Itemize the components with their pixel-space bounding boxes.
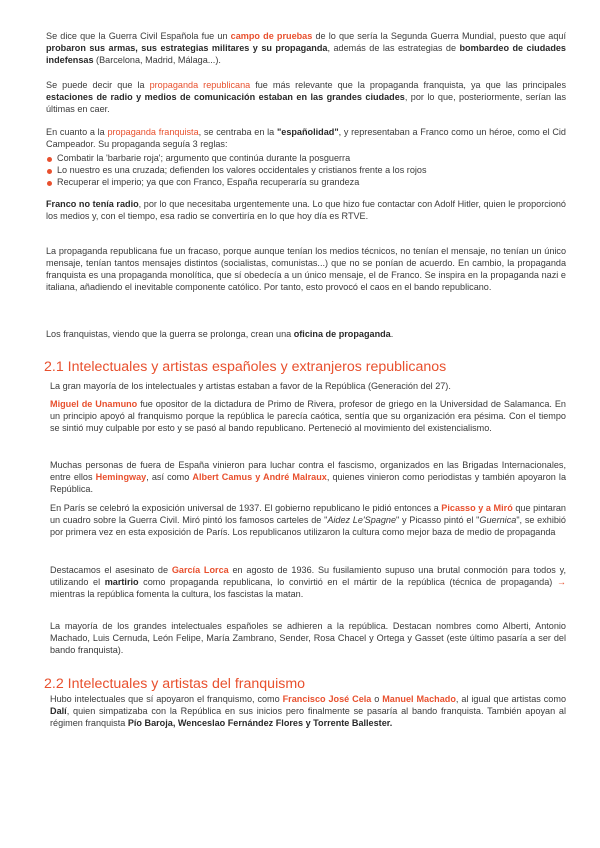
list-item: Lo nuestro es una cruzada; defienden los valores occidentales y cristianos frente a los rojos <box>46 165 566 177</box>
paragraph-republican-propaganda: Se puede decir que la propaganda republicana fue más relevante que la propaganda franquista, ya que las principales estaciones de radio y medios de comunicación estaban en las grandes ciudades, por lo que, posteriormente, serían las últimas en caer. <box>46 80 567 114</box>
highlight-garcia-lorca: García Lorca <box>171 565 229 575</box>
highlight-propaganda-republicana: propaganda republicana <box>149 80 251 90</box>
bullet-icon <box>47 181 52 186</box>
list-item: Recuperar el imperio; ya que con Franco, España recuperaría su grandeza <box>46 177 566 189</box>
paragraph-international-brigades: Muchas personas de fuera de España vinieron para luchar contra el fascismo, organizados en las Brigadas Internacionales, entre ellos Hemingway, así como Albert Camus y André Malraux, quienes vinieron como periodistas y también apoyaron la República. <box>50 460 566 494</box>
highlight-cela: Francisco José Cela <box>282 694 372 704</box>
paragraph-paris-expo: En París se celebró la exposición universal de 1937. El gobierno republicano le pidió entonces a Picasso y a Miró que pintaran un cuadro sobre la Guerra Civil. Miró pintó los famosos carteles de "Aidez Le'Spagne" y Picasso pintó el "Guernica", se exhibió por primera vez en esta exposición de París. Los republicanos utilizaron la cultura como mejor baza de medio de propaganda <box>50 503 566 537</box>
paragraph-propaganda-comparison: La propaganda republicana fue un fracaso, porque aunque tenían los medios técnicos, no tenían el mensaje, no tenían un único mensaje, tenían tantos mensajes distintos (socialistas, comunistas...) que no se ponían de acuerdo. En cambio, la propaganda franquista es una propaganda monolítica, que sí obedecía a un único mensaje, el de Franco. Se inspira en la propaganda nazi e italiana, añadiendo el inevitable componente católico. Por tanto, esto provocó el caos en el bando republicano. <box>46 246 566 292</box>
highlight-manuel-machado: Manuel Machado <box>382 694 456 704</box>
highlight-picasso-miro: Picasso y a Miró <box>441 503 513 513</box>
section-heading-2-2: 2.2 Intelectuales y artistas del franquismo <box>44 676 306 692</box>
paragraph-francoist-intellectuals: Hubo intelectuales que sí apoyaron el franquismo, como Francisco José Cela o Manuel Machado, al igual que artistas como Dalí, quien simpatizaba con la República en sus inicios pero finalmente se pasaría al bando franquista. También apoyan al régimen franquista Pío Baroja, Wenceslao Fernández Flores y Torrente Ballester. <box>50 694 567 728</box>
bullet-icon <box>47 157 52 162</box>
paragraph-generacion-27: La gran mayoría de los intelectuales y artistas estaban a favor de la República (Generación del 27). <box>50 381 451 391</box>
arrow-icon: → <box>556 576 566 587</box>
highlight-propaganda-franquista: propaganda franquista <box>107 127 199 137</box>
paragraph-intellectuals-republic: La mayoría de los grandes intelectuales españoles se adhieren a la república. Destacan nombres como Alberti, Antonio Machado, Luis Cernuda, León Felipe, María Zambrano, Sender, Rosa Chacel y Ortega y Gasset (este último pasaría a ser del bando franquista). <box>50 621 566 655</box>
bullet-icon <box>47 169 52 174</box>
list-item: Combatir la 'barbarie roja'; argumento que continúa durante la posguerra <box>46 153 566 165</box>
paragraph-francoist-propaganda: En cuanto a la propaganda franquista, se centraba en la "españolidad", y representaban a Franco como un héroe, como el Cid Campeador. Su propaganda seguía 3 reglas: <box>46 127 566 149</box>
highlight-camus-malraux: Albert Camus y André Malraux <box>192 471 327 482</box>
paragraph-proving-ground: Se dice que la Guerra Civil Española fue un campo de pruebas de lo que sería la Segunda Guerra Mundial, puesto que aquí probaron sus armas, sus estrategias militares y su propaganda, además de las estrategias de bombardeo de ciudades indefensas (Barcelona, Madrid, Málaga...). <box>46 31 566 65</box>
highlight-hemingway: Hemingway <box>95 471 147 482</box>
highlight-unamuno: Miguel de Unamuno <box>50 399 138 409</box>
paragraph-franco-radio: Franco no tenía radio, por lo que necesitaba urgentemente una. Lo que hizo fue contactar con Adolf Hitler, quien le proporcionó los medios y, con el tiempo, esa radio se convertiría en lo que hoy día es RTVE. <box>46 199 566 221</box>
paragraph-propaganda-office: Los franquistas, viendo que la guerra se prolonga, crean una oficina de propaganda. <box>46 329 394 339</box>
rules-list <box>46 153 566 189</box>
highlight-campo-de-pruebas: campo de pruebas <box>230 31 313 41</box>
paragraph-unamuno: Miguel de Unamuno fue opositor de la dictadura de Primo de Rivera, profesor de griego en la Universidad de Salamanca. En un principio apoyó al franquismo porque la república le parecía caótica, sentía que su organización era pésima. Con el tiempo se sintió muy culpable por esto y se pasó al bando republicano. Perteneció al movimiento del existencialismo. <box>50 399 566 433</box>
paragraph-garcia-lorca: Destacamos el asesinato de García Lorca en agosto de 1936. Su fusilamiento supuso una brutal conmoción para todos y, utilizando el martirio como propaganda republicana, lo convirtió en el mártir de la república (técnica de propaganda) → mientras la república fomenta la cultura, los fascistas la matan. <box>50 565 566 599</box>
section-heading-2-1: 2.1 Intelectuales y artistas españoles y extranjeros republicanos <box>44 359 447 375</box>
